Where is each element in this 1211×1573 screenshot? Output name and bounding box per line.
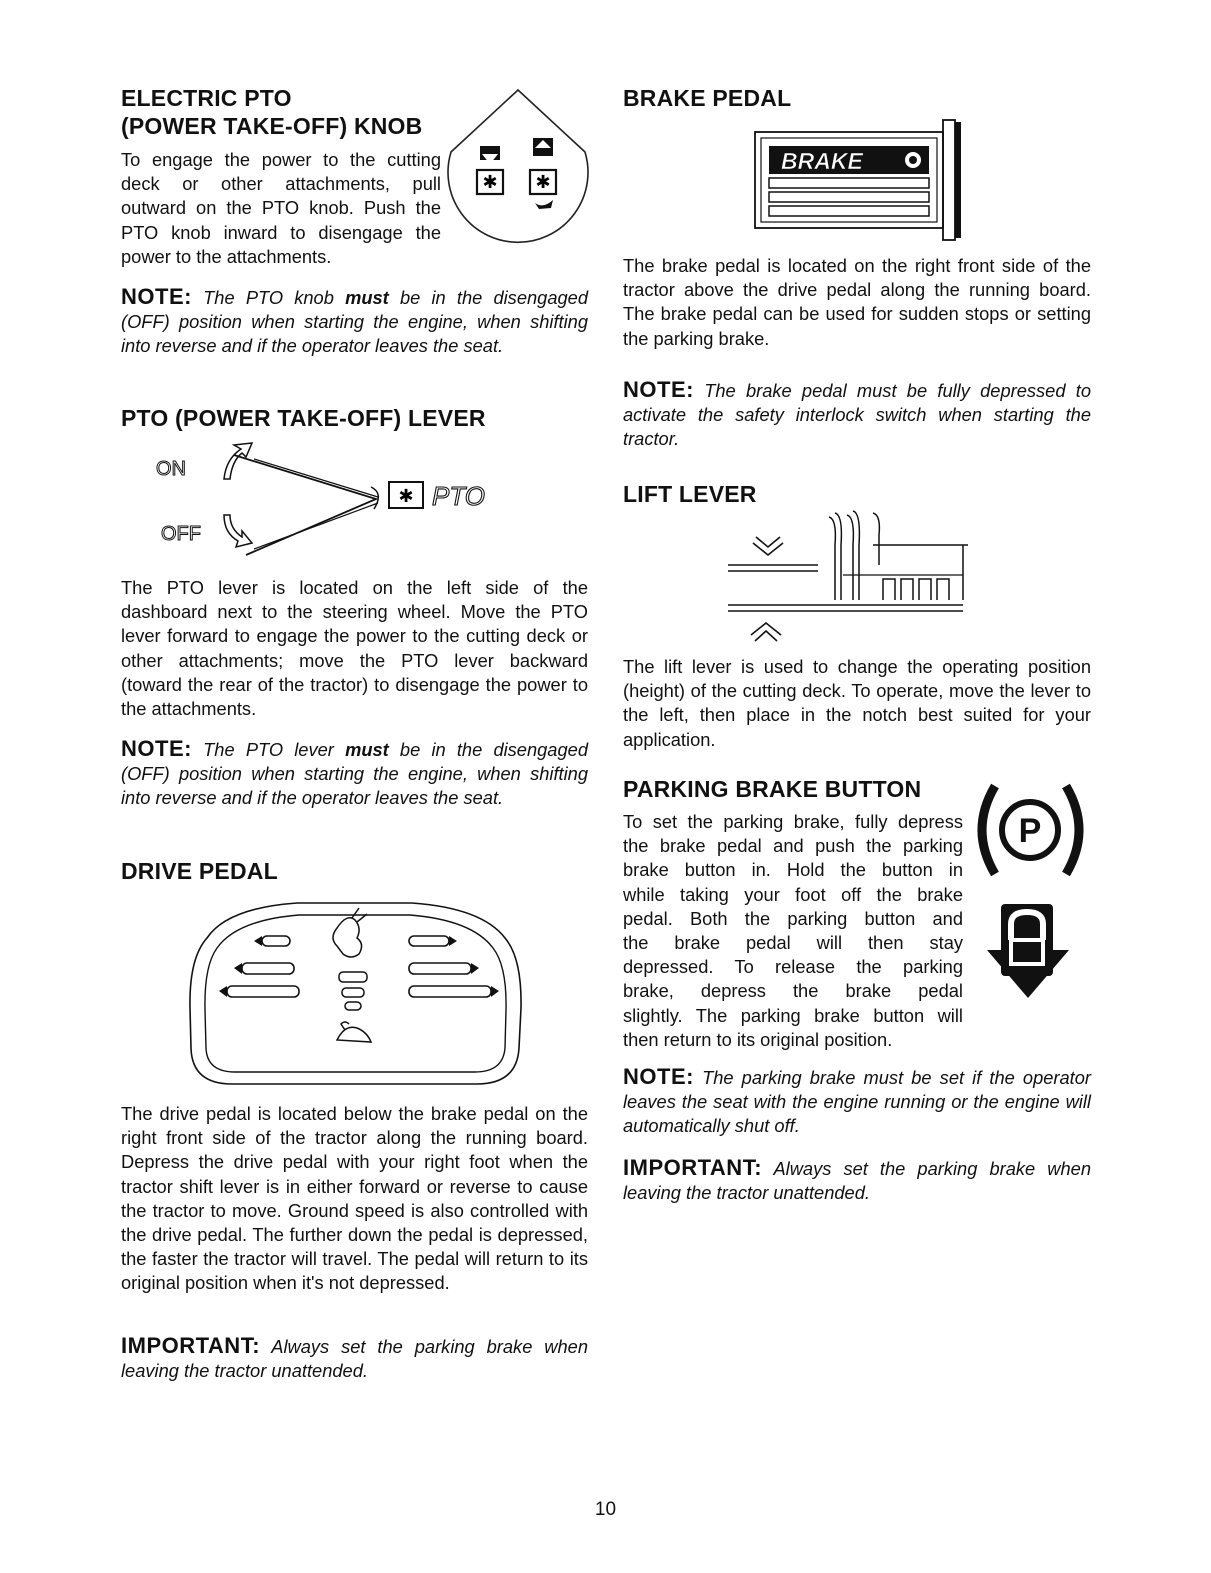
important-text: Always set the parking brake when leaving the tractor unattended. <box>623 1158 1091 1204</box>
parking-brake-body <box>623 810 963 1052</box>
lock-down-icon <box>983 890 1073 1000</box>
lift-lever-body: The lift lever is used to change the operating position (height) of the cutting deck. To operate, move the lever to the left, then place in the notch best suited for your application. <box>623 656 1091 750</box>
brake-pedal-heading: BRAKE PEDAL <box>623 85 792 111</box>
drive-pedal-important <box>121 1334 588 1383</box>
pto-label: PTO <box>432 481 485 511</box>
note-emphasis: must <box>345 739 389 760</box>
note-text: The brake pedal must be fully depressed to activate the safety interlock switch when starting the tractor. <box>623 380 1091 450</box>
parking-brake-important <box>623 1156 1091 1205</box>
body-line: brake button in. Hold the button in <box>623 859 963 881</box>
pto-lever-body: The PTO lever is located on the left side of the dashboard next to the steering wheel. Move the PTO lever forward to engage the power to the cutting deck or other attachments; move the PTO lever backward (toward the rear of the tractor) to disengage the power to the attachments. <box>121 577 588 720</box>
pto-knob-icon <box>443 82 593 252</box>
brake-pedal-illustration <box>751 116 966 246</box>
pto-knob-body: To engage the power to the cutting deck or other attachments, pull outward on the PTO knob. Push the PTO knob inward to disengage the power to the attachments. <box>121 149 441 267</box>
parking-brake-heading: PARKING BRAKE BUTTON <box>623 776 922 802</box>
note-emphasis: must <box>345 287 389 308</box>
lift-lever-illustration <box>723 505 978 650</box>
pto-lever-note <box>121 737 588 811</box>
important-text: Always set the parking brake when leaving the tractor unattended. <box>121 1336 588 1382</box>
pto-lever-heading: PTO (POWER TAKE-OFF) LEVER <box>121 405 486 431</box>
note-label: NOTE: <box>121 736 192 761</box>
svg-text:✱: ✱ <box>398 486 414 507</box>
body-line: brake, depress the brake pedal <box>623 980 963 1002</box>
important-label: IMPORTANT: <box>623 1155 763 1180</box>
drive-pedal-body: The drive pedal is located below the brake pedal on the right front side of the tractor along the running board. Depress the drive pedal with your right foot when the tractor shift lever is in either forward or reverse to cause the tractor to move. Ground speed is also controlled with the drive pedal. The further down the pedal is depressed, the faster the tractor will travel. The pedal will return to its original position when it's not depressed. <box>121 1103 588 1294</box>
lift-lever-heading: LIFT LEVER <box>623 481 757 507</box>
svg-text:✱: ✱ <box>482 172 498 193</box>
note-text: be in the disengaged (OFF) position when starting the engine, when shifting into reverse and if the operator leaves the seat. <box>121 739 588 809</box>
off-label: OFF <box>161 523 201 545</box>
svg-text:✱: ✱ <box>535 172 551 193</box>
parking-letter: P <box>1018 812 1042 850</box>
drive-pedal-illustration <box>187 898 522 1088</box>
body-line: while taking your foot off the brake <box>623 883 963 905</box>
note-label: NOTE: <box>121 284 192 309</box>
brake-label: BRAKE <box>781 148 863 174</box>
body-line: slightly. The parking brake button will <box>623 1004 963 1026</box>
body-line: the brake pedal will then stay <box>623 932 963 954</box>
drive-pedal-heading: DRIVE PEDAL <box>121 858 278 884</box>
body-line: the brake pedal and push the parking <box>623 835 963 857</box>
parking-brake-note <box>623 1065 1091 1139</box>
note-text: be in the disengaged (OFF) position when starting the engine, when shifting into reverse and if the operator leaves the seat. <box>121 287 588 357</box>
parking-brake-icon <box>973 780 1088 880</box>
brake-pedal-body: The brake pedal is located on the right front side of the tractor above the drive pedal along the running board. The brake pedal can be used for sudden stops or setting the parking brake. <box>623 255 1091 349</box>
pto-knob-heading-line2: (POWER TAKE-OFF) KNOB <box>121 113 423 139</box>
note-text: The PTO knob <box>203 287 346 308</box>
pto-knob-heading-line1: ELECTRIC PTO <box>121 85 292 111</box>
body-line: To set the parking brake, fully depress <box>623 811 963 832</box>
body-line: depressed. To release the parking <box>623 956 963 978</box>
note-label: NOTE: <box>623 1064 694 1089</box>
pto-lever-diagram <box>146 437 566 572</box>
body-line: then return to its original position. <box>623 1028 893 1050</box>
important-label: IMPORTANT: <box>121 1333 261 1358</box>
body-line: pedal. Both the parking button and <box>623 907 963 929</box>
note-text: The parking brake must be set if the operator leaves the seat with the engine running or the engine will automatically shut off. <box>623 1067 1091 1137</box>
note-text: The PTO lever <box>203 739 346 760</box>
page-number: 10 <box>594 1499 617 1520</box>
on-label: ON <box>156 458 186 480</box>
note-label: NOTE: <box>623 377 694 402</box>
pto-knob-note <box>121 285 588 359</box>
brake-pedal-note <box>623 378 1091 452</box>
